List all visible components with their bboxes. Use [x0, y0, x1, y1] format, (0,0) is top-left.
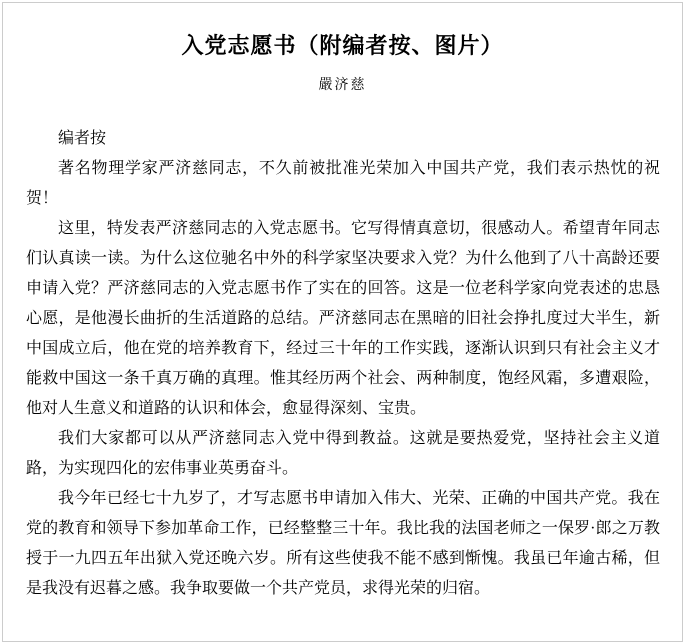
editor-note-label: 编者按 [58, 130, 107, 147]
paragraph: 这里，特发表严济慈同志的入党志愿书。它写得情真意切，很感动人。希望青年同志们认真读一读。为什么这位驰名中外的科学家坚决要求入党？为什么他到了八十高龄还要申请入党？严济慈同志的入党志愿书作了实在的回答。这是一位老科学家向党表述的忠恳心愿，是他漫长曲折的生活道路的总结。严济慈同志在黑暗的旧社会挣扎度过大半生，新中国成立后，他在党的培养教育下，经过三十年的工作实践，逐渐认识到只有社会主义才能救中国这一条千真万确的真理。惟其经历两个社会、两种制度，饱经风霜，多遭艰险，他对人生意义和道路的认识和体会，愈显得深刻、宝贵。 [26, 220, 660, 417]
paragraph: 著名物理学家严济慈同志，不久前被批准光荣加入中国共产党，我们表示热忱的祝贺！ [26, 160, 660, 207]
article-body [26, 124, 660, 604]
article-author: 嚴济慈 [318, 78, 367, 93]
page-frame [2, 2, 683, 642]
paragraph: 我今年已经七十九岁了，才写志愿书申请加入伟大、光荣、正确的中国共产党。我在党的教育和领导下参加革命工作，已经整整三十年。我比我的法国老师之一保罗·郎之万教授于一九四五年出狱入党还晚六岁。所有这些使我不能不感到惭愧。我虽已年逾古稀，但是我没有迟暮之感。我争取要做一个共产党员，求得光荣的归宿。 [26, 490, 660, 597]
article-title: 入党志愿书（附编者按、图片） [181, 33, 504, 58]
paragraph: 我们大家都可以从严济慈同志入党中得到教益。这就是要热爱党，坚持社会主义道路，为实现四化的宏伟事业英勇奋斗。 [26, 430, 660, 477]
